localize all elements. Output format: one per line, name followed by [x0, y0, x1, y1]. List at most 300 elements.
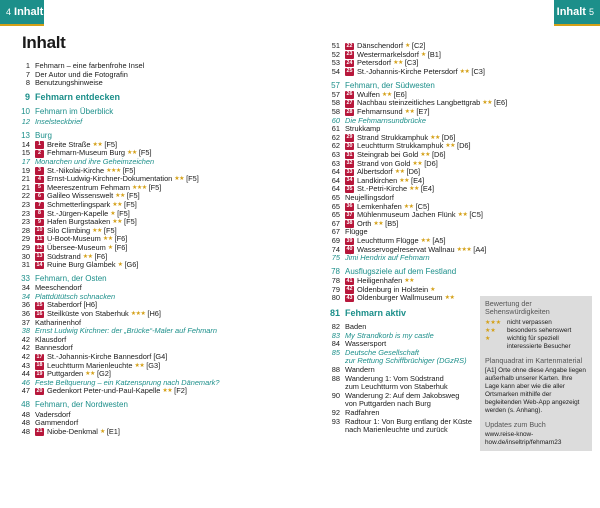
toc-page-number: 21	[21, 182, 30, 192]
toc-entry-label: Oldenburg in Holstein	[357, 284, 429, 294]
toc-entry-label: Monarchen und ihre Geheimzeichen	[35, 157, 155, 167]
toc-entry[interactable]	[328, 194, 500, 203]
toc-page-number: 33	[21, 273, 30, 283]
toc-entry[interactable]	[18, 387, 293, 396]
toc-page-number: 34	[21, 283, 30, 293]
toc-page-number: 88	[331, 373, 340, 383]
toc-page-number: 7	[25, 69, 30, 79]
toc-entry-label: Deutsche Gesellschaft	[345, 347, 419, 357]
map-grid-reference: [F2]	[174, 386, 187, 396]
toc-page-number: 36	[21, 309, 30, 319]
toc-entry-label: Wulfen	[357, 89, 380, 99]
toc-entry-label: St.-Johannis-Kirche Petersdorf	[357, 66, 458, 76]
map-pin-icon: 14	[36, 261, 43, 268]
legend-item: ★ wichtig für speziell interessierte Besucher	[485, 335, 571, 350]
toc-subsection-heading[interactable]	[18, 401, 293, 411]
map-grid-reference: [B1]	[427, 49, 441, 59]
toc-entry-label: Flügge	[345, 227, 368, 237]
map-pin-icon: 20	[36, 387, 43, 394]
map-pin-icon: 17	[36, 353, 43, 360]
toc-entry-label: Orth	[357, 218, 372, 228]
toc-entry[interactable]	[328, 294, 500, 303]
toc-page-number: 67	[331, 218, 340, 228]
star-rating-icon: ★★	[162, 388, 173, 395]
star-rating-icon: ★★	[444, 295, 455, 302]
legend-items	[485, 319, 587, 351]
map-grid-reference: [G3]	[146, 360, 161, 370]
toc-entry-label: Ausflugsziele auf dem Festland	[345, 266, 457, 276]
toc-page-number: 78	[331, 276, 340, 286]
toc-page-number: 58	[331, 98, 340, 108]
map-pin-icon: 15	[36, 302, 43, 309]
star-rating-icon: ★	[420, 51, 426, 58]
star-icon: ★★	[485, 328, 496, 334]
star-rating-icon: ★★	[115, 193, 125, 200]
left-header-rule	[0, 24, 44, 26]
map-grid-reference: [E4]	[411, 175, 425, 185]
toc-entry-label: Bannesdorf	[35, 343, 73, 353]
toc-page-number: 23	[21, 217, 30, 227]
toc-page-number: 23	[21, 208, 30, 218]
toc-entry-label: Fehmarn, der Südwesten	[345, 80, 435, 90]
toc-entry[interactable]	[328, 68, 500, 77]
toc-page-number: 42	[21, 343, 30, 353]
toc-entry[interactable]	[328, 426, 500, 435]
toc-page-number: 10	[21, 107, 30, 117]
map-grid-reference: [F6]	[114, 234, 128, 244]
map-pin-icon: 12	[36, 244, 43, 251]
toc-entry-label: Meeschendorf	[35, 283, 82, 293]
toc-entry-label: Hafen Burgstaaken	[47, 217, 111, 227]
star-rating-icon: ★★	[482, 100, 493, 107]
map-pin-icon: 35	[346, 185, 353, 192]
map-pin-icon: 32	[346, 160, 353, 167]
toc-entry-label: Fehmarnsund	[357, 107, 403, 117]
toc-entry-label: Gedenkort Peter-und-Paul-Kapelle	[47, 386, 161, 396]
toc-entry-label: Fehmarn entdecken	[35, 92, 121, 103]
toc-entry-label: St.-Petri-Kirche	[357, 184, 408, 194]
map-grid-reference: [E6]	[494, 98, 508, 108]
toc-entry-label: Breite Straße	[47, 139, 91, 149]
toc-page-number: 79	[331, 284, 340, 294]
toc-entry[interactable]	[18, 261, 293, 270]
map-grid-reference: [E6]	[393, 89, 407, 99]
toc-entry-label: Fehmarn aktiv	[345, 307, 407, 318]
toc-entry-label: Nachbau steinzeitliches Langbettgrab	[357, 98, 481, 108]
star-rating-icon: ★★	[102, 236, 113, 243]
toc-page-number: 65	[331, 193, 340, 202]
map-grid-reference: [G4]	[153, 352, 168, 362]
toc-page-number: 46	[21, 377, 30, 387]
map-pin-icon: 37	[346, 211, 353, 218]
toc-page-number: 43	[21, 360, 30, 370]
map-pin-icon: 19	[36, 370, 43, 377]
toc-page-number: 23	[21, 200, 30, 210]
map-pin-icon: 7	[35, 202, 44, 210]
toc-entry-label: Niobe-Denkmal	[47, 426, 98, 436]
map-pin-icon: 39	[346, 237, 353, 244]
toc-page-number: 57	[331, 89, 340, 99]
toc-page-number: 64	[331, 167, 340, 177]
toc-page-number: 74	[331, 244, 340, 254]
toc-page-number: 93	[331, 416, 340, 426]
map-grid-reference: [D6]	[406, 167, 421, 177]
toc-section-heading[interactable]	[328, 308, 500, 319]
map-grid-reference: [F5]	[124, 217, 137, 227]
toc-page-number: 62	[331, 132, 340, 142]
toc-entry-label: Mühlenmuseum Jachen Flünk	[357, 210, 456, 220]
map-pin-icon: 28	[346, 108, 353, 115]
toc-entry-label: Leuchtturm Strukkamphuk	[357, 141, 444, 151]
star-icon: ★	[485, 336, 491, 342]
toc-page-number: 47	[21, 386, 30, 396]
toc-page-number: 64	[331, 175, 340, 185]
toc-page-number: 48	[21, 409, 30, 419]
toc-entry-label: St.-Nikolai-Kirche	[47, 165, 105, 175]
map-grid-reference: [H6]	[147, 309, 161, 319]
star-rating-icon: ★★★	[131, 184, 147, 191]
toc-entry[interactable]	[18, 428, 293, 437]
map-grid-reference: [C3]	[404, 58, 419, 68]
map-pin-icon: 36	[346, 203, 353, 210]
map-grid-reference: [H6]	[83, 300, 98, 310]
toc-page-number: 28	[21, 225, 30, 235]
map-grid-reference: [A5]	[432, 235, 446, 245]
star-rating-icon: ★★	[82, 253, 93, 260]
toc-entry-label: nach Marienleuchte und zurück	[345, 425, 448, 435]
toc-entry-label: Galileo Wissenswelt	[47, 191, 114, 201]
toc-entry-label: St.-Johannis-Kirche Bannesdorf	[47, 352, 152, 362]
map-pin-icon: 25	[346, 68, 353, 75]
map-pin-icon: 23	[346, 51, 353, 58]
map-pin-icon: 38	[346, 220, 353, 227]
map-grid-reference: [A4]	[473, 244, 487, 254]
toc-page-number: 15	[21, 148, 30, 158]
toc-page-number: 48	[21, 418, 30, 428]
toc-page-number: 19	[21, 165, 30, 175]
toc-page-number: 63	[331, 150, 340, 160]
toc-entry-label: Gammendorf	[35, 418, 79, 428]
toc-page-number: 17	[21, 157, 30, 167]
toc-page-number: 88	[331, 365, 340, 374]
map-grid-reference: [D6]	[441, 132, 456, 142]
toc-entry-label: Albertsdorf	[357, 167, 393, 177]
toc-page-number: 69	[331, 235, 340, 245]
star-rating-icon: ★★	[459, 68, 470, 75]
star-rating-icon: ★★	[420, 152, 430, 159]
updates-heading: Updates zum Buch	[485, 420, 546, 429]
toc-entry-label: Ernst-Ludwig-Kirchner-Dokumentation	[47, 174, 173, 184]
map-pin-icon: 9	[35, 219, 44, 227]
right-header-rule	[554, 24, 600, 26]
star-rating-icon: ★★	[174, 176, 185, 183]
toc-page-number: 31	[21, 260, 30, 270]
star-rating-icon: ★★	[430, 134, 440, 141]
star-rating-icon: ★★	[403, 203, 414, 210]
toc-entry-label: Westermarkelsdorf	[357, 49, 419, 59]
map-pin-icon: 8	[35, 210, 44, 218]
map-pin-icon: 5	[35, 184, 44, 192]
star-rating-icon: ★★	[373, 220, 384, 227]
star-rating-icon: ★★	[393, 60, 403, 67]
toc-page-number: 65	[331, 201, 340, 211]
toc-entry-label: Neujellingsdorf	[345, 193, 394, 202]
toc-entry-label: Wasservogelreservat Wallnau	[357, 244, 455, 254]
star-rating-icon: ★★★	[130, 311, 146, 318]
legend-heading: Bewertung der Sehenswürdigkeiten	[485, 299, 550, 316]
toc-entry-label: Schmetterlingspark	[47, 200, 111, 210]
map-pin-icon: 22	[346, 42, 353, 49]
map-pin-icon: 27	[346, 100, 353, 107]
map-pin-icon: 30	[346, 142, 353, 149]
star-rating-icon: ★★	[412, 160, 423, 167]
toc-entry-label: Puttgarden	[47, 369, 84, 379]
toc-entry-label: Staberdorf	[47, 300, 82, 310]
toc-page-number: 60	[331, 115, 340, 125]
toc-column-1	[18, 62, 293, 436]
toc-entry-label: Katharinenhof	[35, 317, 82, 327]
map-grid-reference: [C2]	[411, 41, 426, 50]
star-rating-icon: ★★	[85, 371, 95, 378]
toc-entry-label: Petersdorf	[357, 58, 392, 68]
toc-page-number: 81	[329, 307, 340, 318]
star-rating-icon: ★★	[134, 362, 145, 369]
toc-entry-label: Landkirchen	[357, 175, 398, 185]
left-header-tab	[0, 0, 44, 24]
map-pin-icon: 6	[35, 193, 44, 201]
planquadrat-text: [A1] Orte ohne diese Angabe liegen außerhalb unserer Karten. Ihre Lage kann aber wie die aller Ortsmarken mithilfe der begleitenden Web-App angezeigt werden (s. Anhang).	[485, 367, 586, 414]
star-rating-icon: ★	[99, 428, 105, 435]
toc-page-number: 82	[331, 322, 340, 332]
updates-link[interactable]: www.reise-know-how.de/inseltrip/fehmarn23	[485, 431, 562, 446]
map-grid-reference: [E7]	[416, 107, 430, 117]
toc-entry-label: Silo Climbing	[47, 225, 91, 235]
toc-page-number: 92	[331, 407, 340, 417]
toc-entry-label: St.-Jürgen-Kapelle	[47, 208, 109, 218]
map-grid-reference: [F5]	[186, 174, 199, 184]
toc-entry-label: Wanderung 1: Vom Südstrand	[345, 373, 444, 383]
map-grid-reference: [E1]	[106, 426, 120, 436]
toc-entry-label: Inselsteckbrief	[35, 116, 83, 126]
toc-section-heading[interactable]	[18, 92, 293, 103]
map-pin-icon: 2	[35, 150, 44, 158]
toc-page-number: 84	[331, 339, 340, 349]
toc-entry-label: Oldenburger Wallmuseum	[357, 293, 443, 303]
map-grid-reference: [F5]	[148, 182, 162, 192]
toc-page-number: 29	[21, 243, 30, 252]
toc-page-number: 57	[331, 80, 340, 90]
toc-entry-label: Der Autor und die Fotografin	[35, 69, 128, 79]
legend-item: ★★ besonders sehenswert	[485, 327, 572, 334]
toc-page-number: 80	[331, 293, 340, 303]
toc-entry[interactable]	[328, 211, 500, 220]
map-pin-icon: 18	[36, 362, 43, 369]
toc-page-number: 21	[21, 174, 30, 184]
toc-page-number: 53	[331, 58, 340, 68]
left-page-number: 4	[6, 7, 12, 17]
toc-page-number: 58	[331, 107, 340, 117]
map-pin-icon: 16	[36, 310, 43, 317]
star-rating-icon: ★★★	[456, 246, 472, 253]
toc-entry-label: Steingrab bei Gold	[357, 150, 419, 160]
toc-entry-label: Steilküste von Staberhuk	[47, 309, 129, 319]
toc-page-number: 38	[21, 326, 30, 336]
toc-entry-label: Wanderung 2: Auf dem Jakobsweg	[345, 390, 460, 400]
toc-page-number: 44	[21, 369, 30, 379]
map-pin-icon: 26	[346, 91, 353, 98]
toc-page-number: 8	[25, 78, 30, 88]
toc-entry-label: Burg	[35, 130, 52, 140]
star-rating-icon: ★★	[92, 141, 103, 148]
map-grid-reference: [F5]	[124, 200, 137, 210]
star-rating-icon: ★★	[112, 202, 123, 209]
star-rating-icon: ★★	[399, 177, 410, 184]
star-rating-icon: ★★★	[106, 167, 121, 174]
star-rating-icon: ★	[107, 245, 113, 251]
toc-page-number: 14	[21, 139, 30, 149]
toc-entry-label: Fehmarn, der Nordwesten	[35, 400, 128, 410]
toc-entry-label: Meereszentrum Fehmarn	[47, 182, 130, 192]
toc-entry-label: Benutzungshinweise	[35, 78, 103, 88]
toc-entry-label: Vadersdorf	[35, 409, 71, 419]
map-pin-icon: 13	[36, 253, 43, 260]
toc-entry-label: Heiligenhafen	[357, 276, 403, 286]
toc-entry-label: Die Fehmarnsundbrücke	[345, 115, 426, 125]
star-rating-icon: ★★	[420, 237, 431, 244]
star-rating-icon: ★	[405, 43, 410, 49]
toc-entry-label: Wassersport	[345, 339, 387, 349]
toc-entry[interactable]	[328, 151, 500, 160]
map-grid-reference: [B5]	[385, 218, 399, 228]
toc-page-number: 42	[21, 334, 30, 344]
toc-page-number: 13	[21, 130, 30, 140]
map-pin-icon: 11	[36, 235, 43, 242]
map-grid-reference: [C5]	[469, 210, 483, 220]
toc-entry-label: Dänschendorf	[357, 41, 404, 50]
star-rating-icon: ★★	[127, 150, 137, 157]
star-rating-icon: ★	[117, 262, 123, 269]
star-rating-icon: ★★	[394, 169, 405, 176]
toc-page-number: 75	[331, 253, 340, 263]
star-rating-icon: ★★	[92, 227, 102, 234]
toc-page-number: 48	[21, 426, 30, 436]
toc-entry[interactable]	[328, 177, 500, 186]
toc-entry[interactable]	[18, 79, 293, 88]
map-grid-reference: [F5]	[138, 148, 152, 158]
toc-entry-label: Strukkamp	[345, 124, 381, 134]
toc-page-number: 12	[21, 116, 30, 126]
toc-entry-label: Südstrand	[47, 251, 81, 261]
toc-page-number: 34	[21, 291, 30, 301]
map-grid-reference: [D6]	[431, 150, 446, 160]
toc-entry-label: Ruine Burg Glambek	[47, 260, 116, 270]
star-rating-icon: ★★	[112, 219, 123, 226]
map-grid-reference: [C3]	[471, 66, 485, 76]
right-header-tab	[554, 0, 600, 24]
page-title: Inhalt	[22, 33, 66, 52]
star-rating-icon: ★★	[445, 143, 456, 150]
toc-entry-label: von Puttgarden nach Burg	[345, 399, 431, 409]
map-grid-reference: [F5]	[117, 208, 130, 218]
map-pin-icon: 24	[346, 59, 353, 66]
toc-entry-label: Feste Beltquerung – ein Katzensprung nach Dänemark?	[35, 377, 220, 387]
toc-column-2	[328, 41, 508, 435]
map-grid-reference: [F6]	[94, 251, 108, 261]
toc-entry-label: My Strandkorb is my castle	[345, 330, 434, 340]
map-pin-icon: 34	[346, 177, 353, 184]
map-grid-reference: [F6]	[114, 243, 128, 252]
toc-entry-label: zum Leuchtturm von Staberhuk	[345, 382, 448, 392]
star-rating-icon: ★★	[409, 186, 419, 193]
toc-entry-label: Baden	[345, 322, 367, 332]
toc-subsection-heading[interactable]	[328, 81, 500, 91]
star-rating-icon: ★	[430, 286, 435, 293]
toc-page-number: 42	[21, 352, 30, 362]
map-pin-icon: 10	[36, 227, 43, 234]
toc-page-number: 1	[25, 61, 30, 70]
star-rating-icon: ★★	[404, 109, 415, 116]
toc-page-number: 90	[331, 390, 340, 400]
map-pin-icon: 29	[346, 134, 353, 141]
toc-entry-label: Leuchtturm Marienleuchte	[47, 360, 133, 370]
map-grid-reference: [F5]	[103, 225, 117, 235]
toc-page-number: 85	[331, 347, 340, 357]
toc-page-number: 64	[331, 184, 340, 194]
toc-entry-label: Lemkenhafen	[357, 201, 402, 211]
map-pin-icon: 4	[35, 176, 44, 184]
toc-page-number: 54	[331, 66, 340, 76]
toc-page-number: 22	[21, 191, 30, 201]
toc-page-number: 9	[24, 92, 30, 103]
toc-feature-entry[interactable]	[18, 118, 293, 127]
map-grid-reference: [F5]	[104, 139, 118, 149]
map-grid-reference: [D6]	[424, 158, 438, 168]
map-grid-reference: [F5]	[126, 191, 140, 201]
toc-page-number: 83	[331, 330, 340, 340]
map-pin-icon: 21	[36, 428, 43, 435]
star-rating-icon: ★	[110, 210, 116, 217]
toc-entry-label: Fehmarn im Überblick	[35, 107, 114, 117]
toc-entry-label: Plattdütütsch schnacken	[35, 291, 116, 301]
left-header-title: Inhalt	[14, 6, 44, 18]
toc-entry-label: Jimi Hendrix auf Fehmarn	[345, 253, 430, 263]
toc-feature-entry[interactable]	[328, 254, 500, 263]
toc-entry[interactable]	[328, 98, 508, 108]
toc-page-number: 30	[21, 251, 30, 261]
toc-page-number: 37	[21, 317, 30, 327]
map-grid-reference: [G2]	[96, 369, 111, 379]
map-grid-reference: [C5]	[415, 201, 430, 211]
legend-item: ★★★ nicht verpassen	[485, 319, 552, 326]
toc-entry-label: Klausdorf	[35, 334, 67, 344]
toc-page-number: 61	[331, 124, 340, 134]
toc-subsection-heading[interactable]	[328, 267, 500, 277]
map-grid-reference: [G6]	[124, 260, 139, 270]
toc-entry-label: Strand Strukkamphuk	[357, 132, 429, 142]
map-pin-icon: 1	[35, 141, 44, 149]
right-header-title: Inhalt	[556, 6, 586, 18]
map-pin-icon: 41	[346, 277, 353, 284]
toc-entry-label: Ernst Ludwig Kirchner: der „Brücke“-Maler auf Fehmarn	[35, 326, 217, 336]
toc-entry-label: U-Boot-Museum	[47, 234, 101, 244]
toc-entry-label: Fehmarn, der Osten	[35, 273, 107, 283]
map-grid-reference: [E4]	[420, 184, 435, 194]
toc-page-number: 51	[331, 41, 340, 50]
star-rating-icon: ★★	[381, 91, 392, 98]
toc-entry-label: Strand von Gold	[357, 158, 411, 168]
star-icon: ★★★	[485, 320, 502, 326]
star-rating-icon: ★★	[404, 278, 414, 285]
